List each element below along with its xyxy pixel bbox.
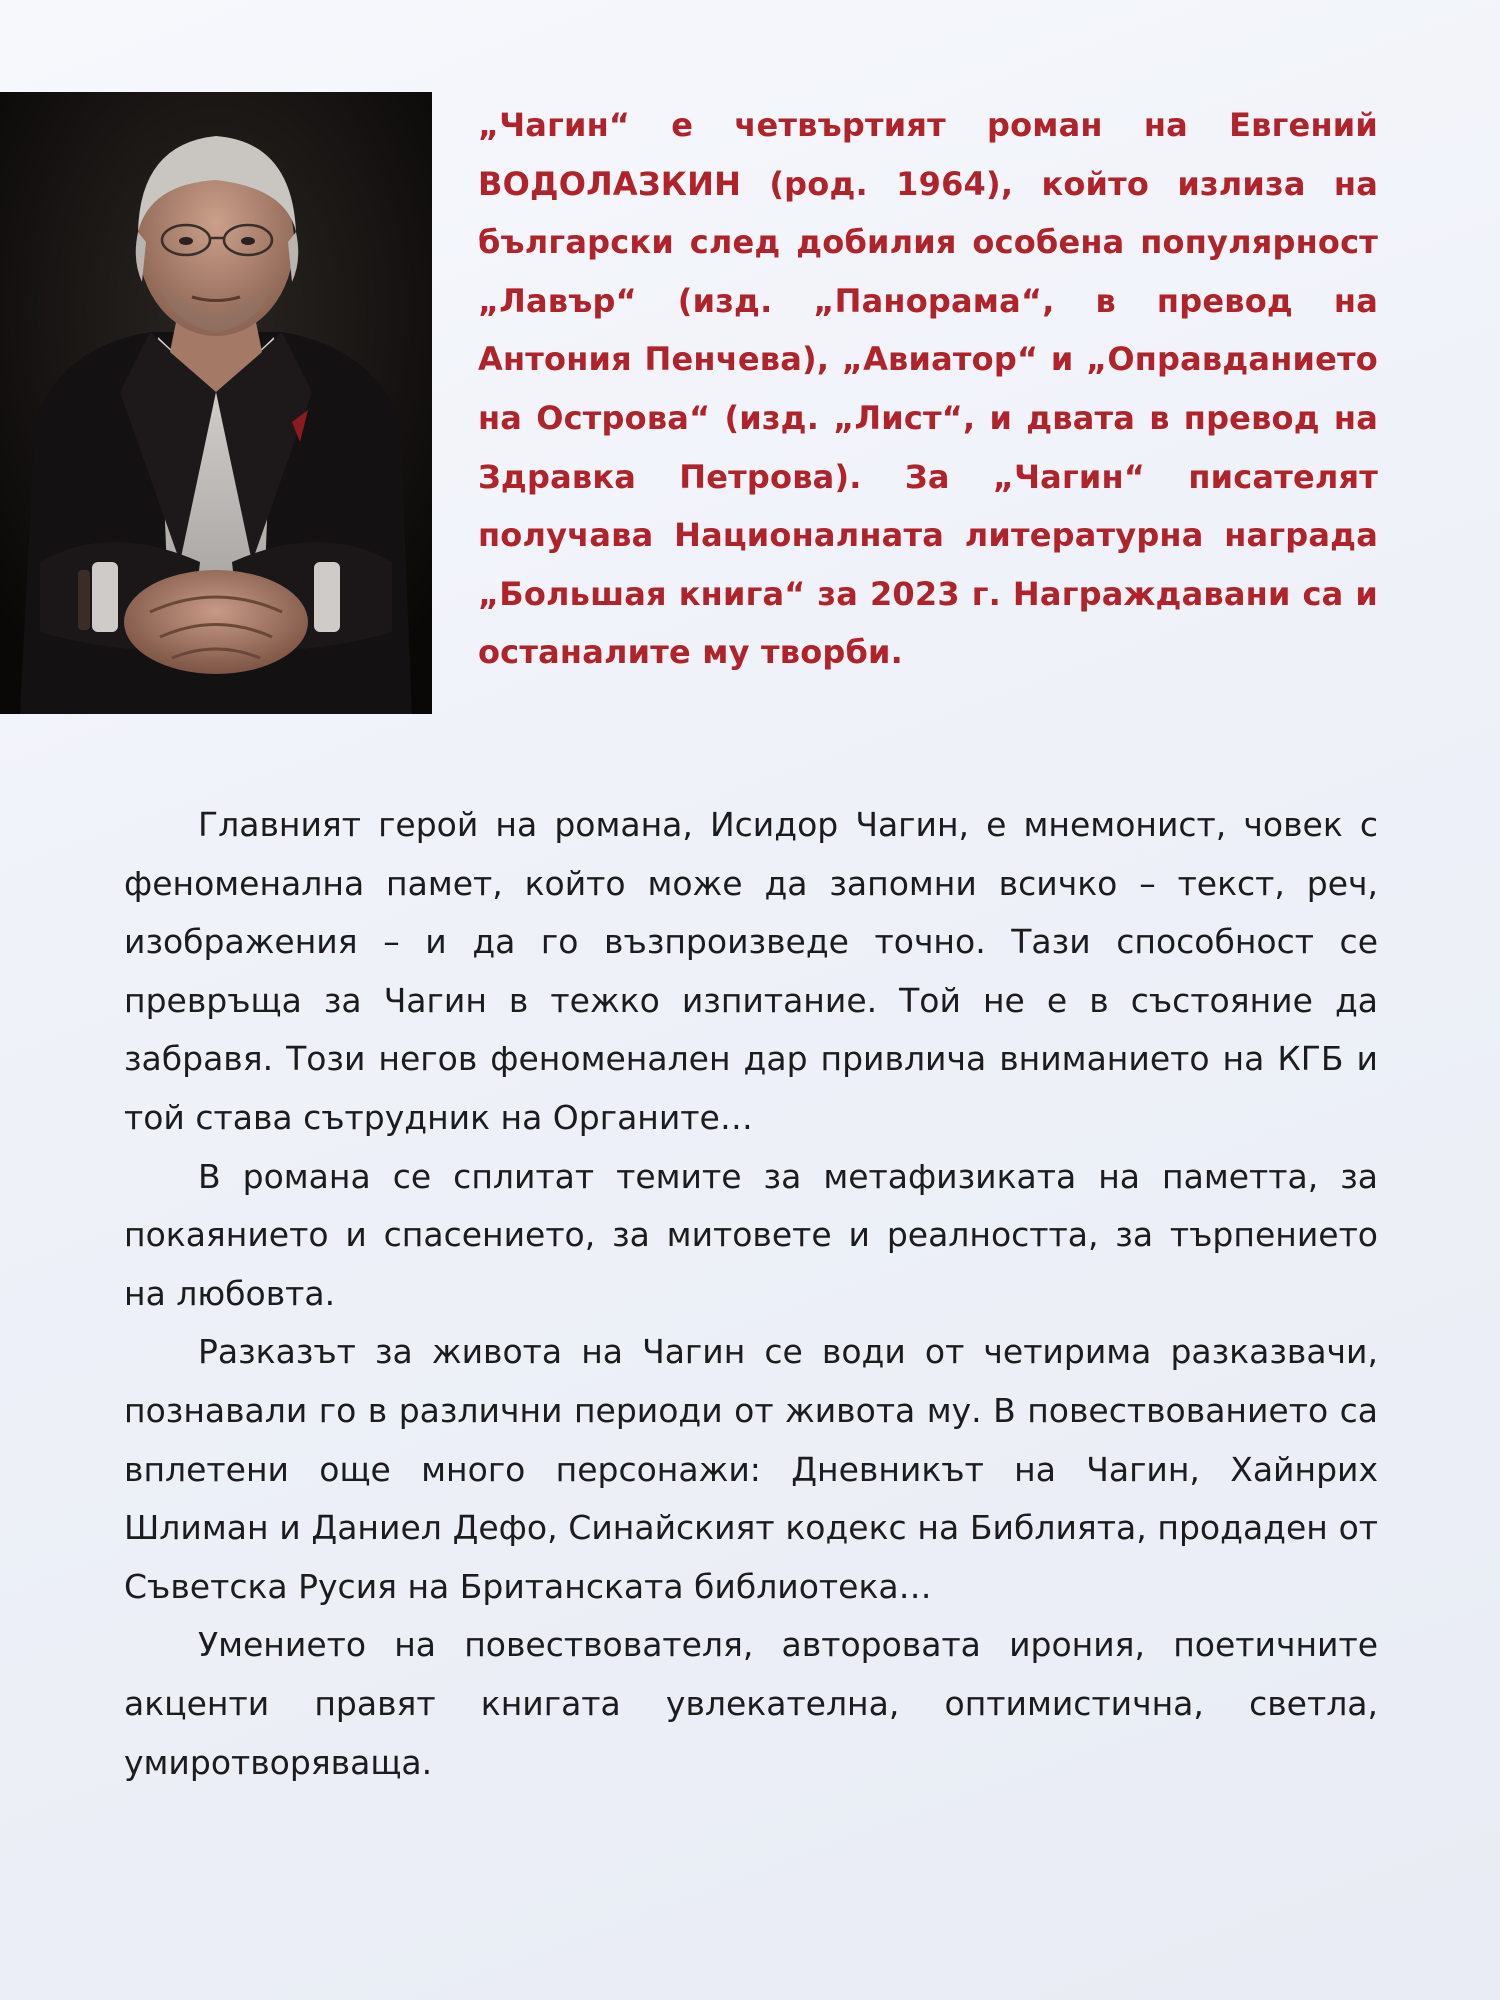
description-paragraph-4: Умението на повествователя, авторовата ирония, поетичните акценти правят книгата увлекателна, оптимистична, светла, умиротворяваща.	[124, 1625, 1378, 1782]
description-paragraph-3: Разказът за живота на Чагин се води от четирима разказвачи, познавали го в различни периоди от живота му. В повествованието са вплетени още много персонажи: Дневникът на Чагин, Хайнрих Шлиман и Даниел Дефо, Синайският кодекс на Библията, продаден от Съветска Русия на Британската библиотека…	[124, 1332, 1378, 1606]
author-photo	[0, 92, 432, 714]
author-portrait-icon	[0, 92, 432, 714]
description-paragraph-1: Главният герой на романа, Исидор Чагин, е мнемонист, човек с феноменална памет, който може да запомни всичко – текст, реч, изображения – и да го възпроизведе точно. Тази способност се превръща за Чагин в тежко изпитание. Той не е в състояние да забравя. Този негов феноменален дар привлича вниманието на КГБ и той става сътрудник на Органите…	[124, 805, 1378, 1137]
description-paragraph-2: В романа се сплитат темите за метафизиката на паметта, за покаянието и спасението, за митовете и реалността, за търпението на любовта.	[124, 1156, 1378, 1313]
author-bio: „Чагин“ е четвъртият роман на Евгений ВОДОЛАЗКИН (род. 1964), който излиза на български след добилия особена популярност „Лавър“ (изд. „Панорама“, в превод на Антония Пенчева), „Авиатор“ и „Оправданието на Острова“ (изд. „Лист“, и двата в превод на Здравка Петрова). За „Чагин“ писателят получава Националната литературна награда „Большая книга“ за 2023 г. Награждавани са и останалите му творби.	[478, 106, 1378, 672]
book-description	[124, 796, 1378, 1792]
